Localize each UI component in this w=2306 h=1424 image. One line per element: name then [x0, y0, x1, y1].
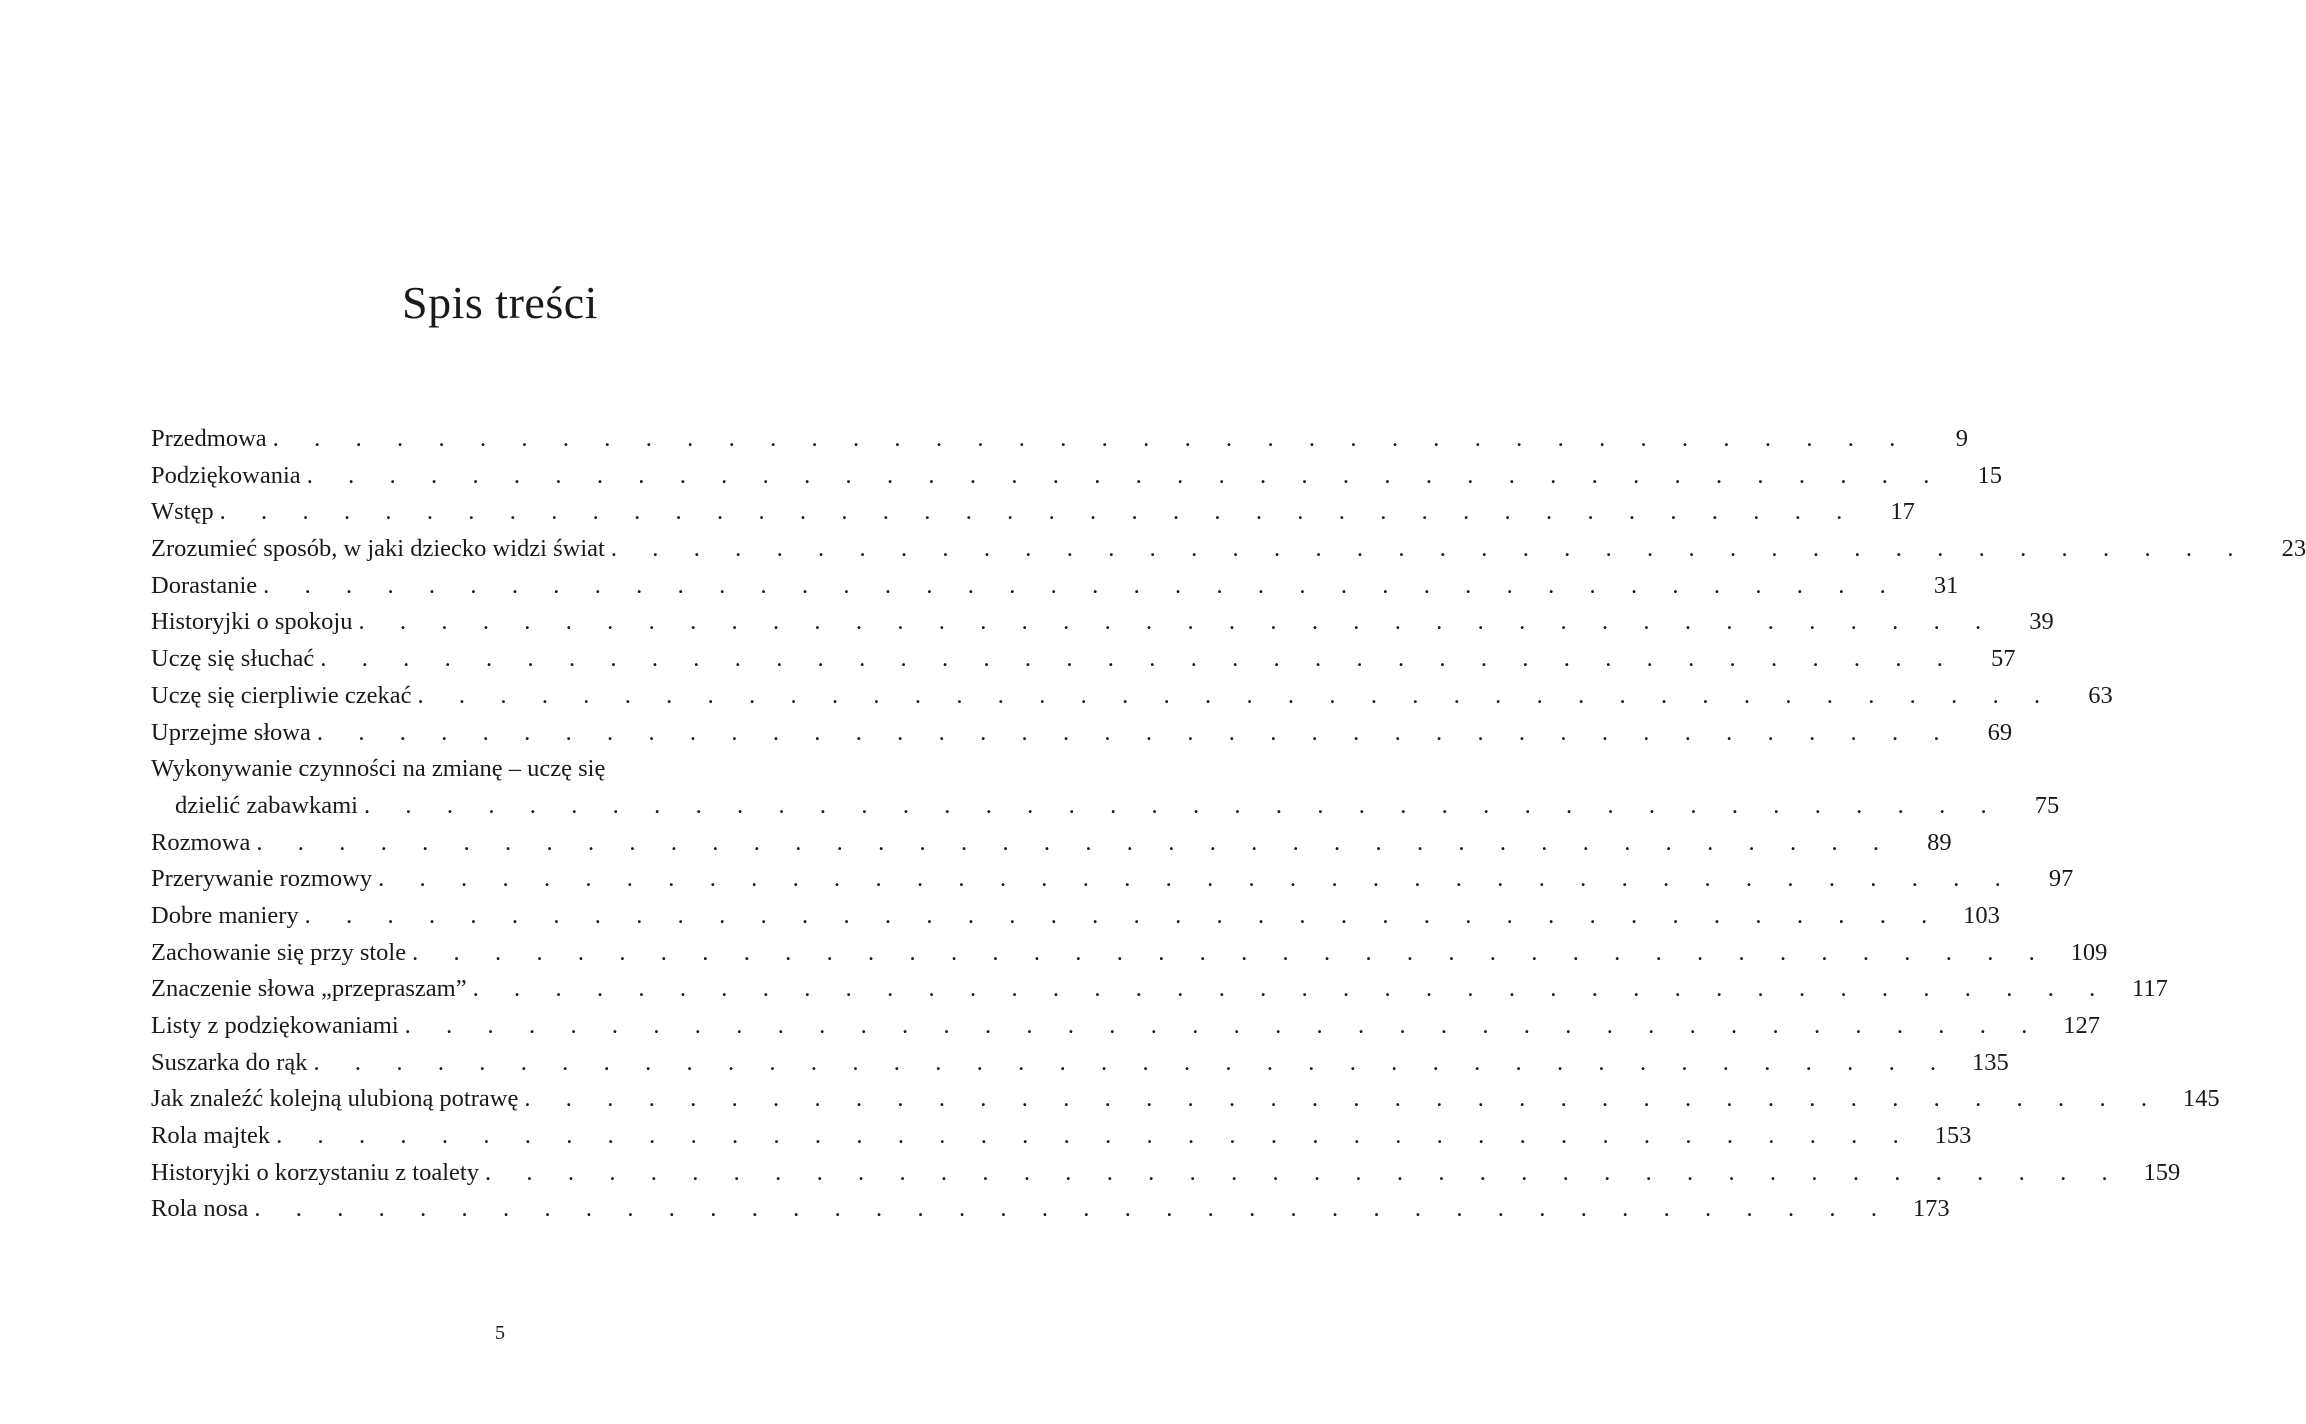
toc-entry-page: 117	[2132, 975, 2168, 1003]
toc-entry-page: 89	[1927, 828, 1952, 856]
toc-entry[interactable]	[151, 494, 1915, 531]
toc-entry-page: 57	[1991, 645, 2016, 673]
dot-leader: . . . . . . . . . . . . . . . . . . . . . . . . . . . . . . . . . . . . . . . .	[378, 865, 2016, 893]
toc-entry-page: 17	[1890, 498, 1915, 526]
toc-entry-title: Wykonywanie czynności na zmianę – uczę się	[151, 755, 606, 783]
dot-leader: . . . . . . . . . . . . . . . . . . . . . . . . . . . . . . . . . . . . . . . .	[404, 1012, 2042, 1039]
dot-leader: . . . . . . . . . . . . . . . . . . . . . . . . . . . . . . . . . . . . . . . .	[306, 461, 1944, 489]
toc-entry-page: 15	[1977, 461, 2002, 489]
dot-leader: . . . . . . . . . . . . . . . . . . . . . . . . . . . . . . . . . . . . . . . .	[417, 681, 2055, 709]
toc-entry[interactable]	[151, 751, 879, 788]
toc-entry-title: Znaczenie słowa „przepraszam”	[151, 975, 467, 1003]
toc-entry-page: 109	[2070, 938, 2108, 966]
dot-leader: . . . . . . . . . . . . . . . . . . . . . . . . . . . . . . . . . . . . . . . .	[256, 828, 1894, 856]
toc-entry-title: Dobre maniery	[151, 901, 299, 929]
toc-entry-title: Zachowanie się przy stole	[151, 938, 407, 966]
dot-leader: . . . . . . . . . . . . . . . . . . . . . . . . . . . . . . . . . . . . . . . .	[276, 1122, 1914, 1150]
dot-leader: . . . . . . . . . . . . . . . . . . . . . . . . . . . . . . . . . . . . . . . .	[484, 1158, 2123, 1186]
toc-entry-page: 97	[2048, 865, 2074, 893]
toc-entry[interactable]	[151, 1045, 2009, 1082]
toc-entry[interactable]	[151, 898, 2000, 935]
toc-entry[interactable]	[151, 1081, 2220, 1118]
toc-entry-title: Jak znaleźć kolejną ulubioną potrawę	[151, 1085, 519, 1113]
toc-entry-title: Podziękowania	[151, 461, 301, 489]
dot-leader: . . . . . . . . . . . . . . . . . . . . . . . . . . . . . . . . . . . . . . . .	[610, 535, 2249, 563]
toc-entry-title: dzielić zabawkami	[175, 791, 358, 819]
toc-entry[interactable]	[151, 604, 2054, 641]
toc-entry-title: Zrozumieć sposób, w jaki dziecko widzi świat	[151, 535, 605, 563]
dot-leader: . . . . . . . . . . . . . . . . . . . . . . . . . . . . . . . . . . . . . . . .	[272, 425, 1910, 452]
dot-leader: . . . . . . . . . . . . . . . . . . . . . . . . . . . . . . . . . . . . . . . .	[219, 498, 1857, 526]
toc-entry-page: 145	[2182, 1085, 2220, 1113]
toc-entry-continuation[interactable]	[151, 788, 2060, 825]
toc-entry[interactable]	[151, 1155, 2181, 1192]
toc-entry-page: 69	[1987, 718, 2013, 746]
dot-leader: . . . . . . . . . . . . . . . . . . . . . . . . . . . . . . . . . . . . . . . .	[313, 1048, 1951, 1076]
toc-entry-title: Rola majtek	[151, 1122, 271, 1150]
toc-entry[interactable]	[151, 531, 2306, 568]
toc-entry[interactable]	[151, 421, 1968, 458]
toc-entry-title: Uprzejme słowa	[151, 718, 311, 746]
toc-entry[interactable]	[151, 568, 1959, 605]
toc-entry-title: Dorastanie	[151, 571, 258, 599]
dot-leader: . . . . . . . . . . . . . . . . . . . . . . . . . . . . . . . . . . . . . . . .	[363, 791, 2002, 819]
dot-leader: . . . . . . . . . . . . . . . . . . . . . . . . . . . . . . . . . . . . . . . .	[320, 645, 1958, 673]
toc-entry-page: 153	[1934, 1122, 1972, 1150]
toc-entry-page: 31	[1933, 571, 1959, 599]
dot-leader: . . . . . . . . . . . . . . . . . . . . . . . . . . . . . . . . . . . . . . . .	[358, 608, 1996, 636]
dot-leader: . . . . . . . . . . . . . . . . . . . . . . . . . . . . . . . . . . . . . . . .	[304, 901, 1942, 929]
toc-entry-title: Rola nosa	[151, 1195, 249, 1223]
toc-entry-page: 23	[2281, 535, 2306, 563]
dot-leader: . . . . . . . . . . . . . . . . . . . . . . . . . . . . . . . . . . . . . . . .	[472, 975, 2110, 1003]
toc-entry-page: 173	[1912, 1195, 1950, 1223]
toc-entry-page: 127	[2063, 1012, 2100, 1039]
toc-entry-page: 159	[2143, 1158, 2181, 1186]
page-number: 5	[495, 1322, 505, 1344]
toc-entry[interactable]	[151, 825, 1952, 862]
toc-entry-page: 63	[2088, 681, 2113, 709]
toc-entry-title: Wstęp	[151, 498, 214, 526]
dot-leader: . . . . . . . . . . . . . . . . . . . . . . . . . . . . . . . . . . . . . . . .	[412, 938, 2050, 966]
toc-entry[interactable]	[151, 861, 2074, 898]
toc-entry[interactable]	[151, 935, 2108, 972]
toc-entry-page: 135	[1972, 1048, 2009, 1076]
toc-entry-page: 9	[1955, 425, 1968, 452]
toc-entry-title: Historyjki o spokoju	[151, 608, 353, 636]
dot-leader: . . . . . . . . . . . . . . . . . . . . . . . . . . . . . . . . . . . . . . . .	[524, 1085, 2162, 1113]
dot-leader: . . . . . . . . . . . . . . . . . . . . . . . . . . . . . . . . . . . . . . . .	[263, 571, 1901, 599]
toc-entry[interactable]	[151, 458, 2002, 495]
toc-entry-title: Przerywanie rozmowy	[151, 865, 373, 893]
toc-entry-title: Listy z podziękowaniami	[151, 1012, 399, 1039]
toc-entry-page: 103	[1963, 901, 2000, 929]
toc-entry-title: Uczę się słuchać	[151, 645, 315, 673]
toc-entry[interactable]	[151, 678, 2113, 715]
dot-leader: . . . . . . . . . . . . . . . . . . . . . . . . . . . . . . . . . . . . . . . .	[254, 1195, 1892, 1223]
toc-entry-title: Rozmowa	[151, 828, 251, 856]
toc-entry-title: Suszarka do rąk	[151, 1048, 308, 1076]
toc-entry-title: Historyjki o korzystaniu z toalety	[151, 1158, 479, 1186]
toc-entry[interactable]	[151, 1008, 2100, 1045]
toc-entry[interactable]	[151, 971, 2168, 1008]
toc-entry-page: 75	[2034, 791, 2060, 819]
toc-entry-title: Przedmowa	[151, 425, 267, 452]
toc-entry-page: 39	[2029, 608, 2054, 636]
toc-entry[interactable]	[151, 1118, 1972, 1155]
toc-entry-title: Uczę się cierpliwie czekać	[151, 681, 412, 709]
table-of-contents	[151, 421, 2306, 1228]
toc-entry[interactable]	[151, 641, 2016, 678]
dot-leader: . . . . . . . . . . . . . . . . . . . . . . . . . . . . . . . . . . . . . . . .	[316, 718, 1955, 746]
toc-entry[interactable]	[151, 715, 2013, 752]
page-title: Spis treści	[402, 277, 598, 328]
toc-entry[interactable]	[151, 1191, 1950, 1228]
